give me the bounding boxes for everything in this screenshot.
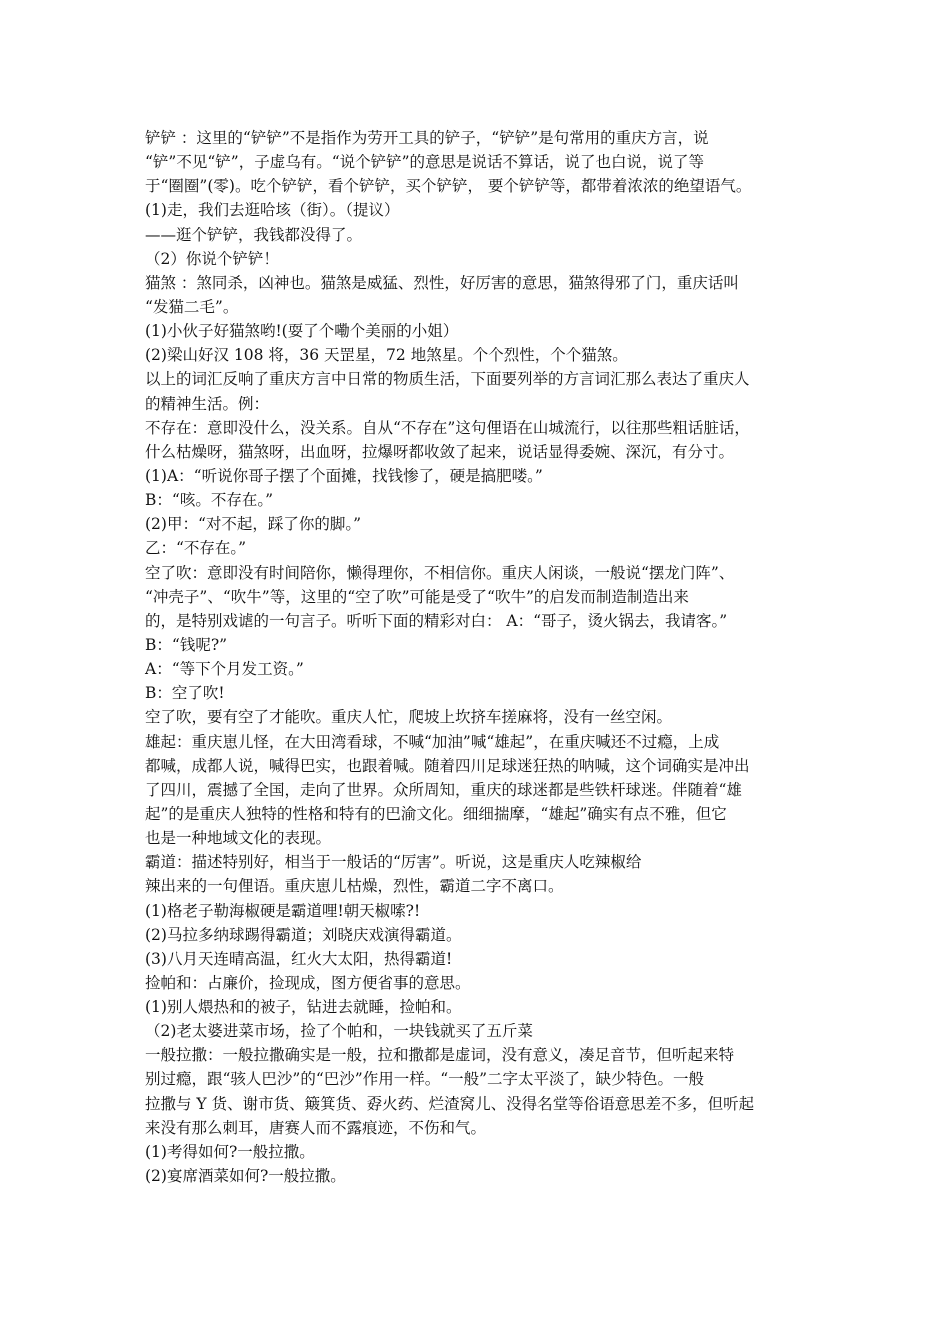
- paragraph: [145, 657, 815, 681]
- paragraph: [145, 995, 815, 1019]
- text-line: 空了吹：意即没有时间陪你，懒得理你，不相信你。重庆人闲谈，一般说“摆龙门阵”、: [145, 563, 735, 582]
- text-line: (3)八月天连晴高温，红火大太阳，热得霸道!: [145, 949, 453, 968]
- paragraph: [145, 730, 815, 851]
- text-line: 辣出来的一句俚语。重庆崽儿枯燥，烈性，霸道二字不离口。: [145, 877, 564, 896]
- paragraph: [145, 899, 815, 923]
- paragraph: [145, 1140, 815, 1164]
- paragraph: [145, 416, 815, 464]
- text-line: 来没有那么刺耳，唐赛人而不露痕迹，不伤和气。: [145, 1118, 487, 1137]
- text-line: 别过瘾，跟“骇人巴沙”的“巴沙”作用一样。“一般”二字太平淡了，缺少特色。一般: [145, 1070, 705, 1089]
- text-line: “发猫二毛”。: [145, 297, 239, 316]
- paragraph: [145, 464, 815, 488]
- document-body: [145, 126, 815, 1188]
- paragraph: [145, 488, 815, 512]
- text-line: 捡帕和：占廉价，捡现成，图方便省事的意思。: [145, 973, 471, 992]
- paragraph: [145, 1164, 815, 1188]
- text-line: (1)别人煨热和的被子，钻进去就睡，捡帕和。: [145, 998, 462, 1017]
- paragraph: [145, 923, 815, 947]
- text-line: 一般拉撒：一般拉撒确实是一般，拉和撒都是虚词，没有意义，凑足音节，但听起来特: [145, 1046, 735, 1065]
- paragraph: [145, 681, 815, 705]
- paragraph: [145, 367, 815, 415]
- text-line: “冲壳子”、“吹牛”等，这里的“空了吹”可能是受了“吹牛”的启发而制造制造出来: [145, 587, 689, 606]
- text-line: 拉撒与 Y 货、谢市货、簸箕货、孬火药、烂渣窝儿、没得名堂等俗语意思差不多，但听起: [145, 1094, 755, 1113]
- paragraph: [145, 536, 815, 560]
- text-line: 雄起：重庆崽儿怪，在大田湾看球，不喊“加油”喊“雄起”，在重庆喊还不过瘾，上成: [145, 732, 720, 751]
- text-line: 都喊，成都人说，喊得巴实，也跟着喊。随着四川足球迷狂热的呐喊，这个词确实是冲出: [145, 756, 750, 775]
- text-line: (1)格老子勒海椒硬是霸道哩!朝天椒嗦?!: [145, 901, 421, 920]
- text-line: (2)梁山好汉 108 将，36 天罡星，72 地煞星。个个烈性，个个猫煞。: [145, 346, 628, 365]
- text-line: B：“钱呢?”: [145, 635, 228, 654]
- text-line: B：“咳。不存在。”: [145, 491, 273, 510]
- text-line: (1)走，我们去逛哈垓（街）。（提议）: [145, 201, 400, 220]
- paragraph: [145, 705, 815, 729]
- paragraph: [145, 874, 815, 898]
- text-line: (1)小伙子好猫煞哟!(耍了个嘞个美丽的小姐）: [145, 322, 459, 341]
- paragraph: [145, 198, 815, 222]
- text-line: 于“圈圈”(零)。吃个铲铲，看个铲铲，买个铲铲， 要个铲铲等，都带着浓浓的绝望语气。: [145, 177, 752, 196]
- paragraph: [145, 247, 815, 271]
- paragraph: [145, 343, 815, 367]
- paragraph: [145, 947, 815, 971]
- text-line: 乙：“不存在。”: [145, 539, 247, 558]
- text-line: 的，是特别戏谑的一句言子。听听下面的精彩对白： A：“哥子，烫火锅去，我请客。”: [145, 611, 728, 630]
- text-line: (2)宴席酒菜如何?一般拉撒。: [145, 1167, 346, 1186]
- text-line: （2)老太婆进菜市场，捡了个帕和，一块钱就买了五斤菜: [145, 1022, 533, 1041]
- paragraph: [145, 1019, 815, 1043]
- paragraph: [145, 633, 815, 657]
- text-line: (2)甲：“对不起，踩了你的脚。”: [145, 515, 362, 534]
- text-line: 起”的是重庆人独特的性格和特有的巴渝文化。细细揣摩，“雄起”确实有点不雅，但它: [145, 804, 727, 823]
- text-line: B：空了吹!: [145, 684, 225, 703]
- text-line: A：“等下个月发工资。”: [145, 660, 304, 679]
- paragraph: [145, 850, 815, 874]
- text-line: (2)马拉多纳球踢得霸道；刘晓庆戏演得霸道。: [145, 925, 462, 944]
- text-line: 也是一种地域文化的表现。: [145, 829, 332, 848]
- paragraph: [145, 271, 815, 319]
- paragraph: [145, 126, 815, 198]
- text-line: 不存在：意即没什么，没关系。自从“不存在”这句俚语在山城流行，以往那些粗话脏话，: [145, 418, 750, 437]
- text-line: ——逛个铲铲，我钱都没得了。: [145, 225, 363, 244]
- text-line: 空了吹，要有空了才能吹。重庆人忙，爬坡上坎挤车搓麻将，没有一丝空闲。: [145, 708, 673, 727]
- text-line: 什么枯燥呀，猫煞呀，出血呀，拉爆呀都收敛了起来，说话显得委婉、深沉，有分寸。: [145, 442, 735, 461]
- paragraph: [145, 971, 815, 995]
- text-line: 了四川，震撼了全国，走向了世界。众所周知，重庆的球迷都是些铁杆球迷。伴随着“雄: [145, 780, 742, 799]
- paragraph: [145, 561, 815, 633]
- paragraph: [145, 1043, 815, 1140]
- text-line: 以上的词汇反响了重庆方言中日常的物质生活，下面要列举的方言词汇那么表达了重庆人: [145, 370, 750, 389]
- paragraph: [145, 319, 815, 343]
- text-line: (1)A：“听说你哥子摆了个面摊，找钱惨了，硬是搞肥喽。”: [145, 466, 543, 485]
- text-line: 猫煞 ：煞同杀，凶神也。猫煞是威猛、烈性，好厉害的意思，猫煞得邪了门，重庆话叫: [145, 273, 739, 292]
- text-line: 铲铲 ：这里的“铲铲”不是指作为劳开工具的铲子，“铲铲”是句常用的重庆方言，说: [145, 129, 709, 147]
- text-line: (1)考得如何?一般拉撒。: [145, 1142, 315, 1161]
- text-line: “铲”不见“铲”，子虚乌有。“说个铲铲”的意思是说话不算话，说了也白说，说了等: [145, 153, 705, 172]
- paragraph: [145, 512, 815, 536]
- text-line: （2）你说个铲铲！: [145, 249, 279, 268]
- paragraph: [145, 223, 815, 247]
- text-line: 的精神生活。例：: [145, 394, 270, 413]
- text-line: 霸道：描述特别好，相当于一般话的“厉害”。听说，这是重庆人吃辣椒给: [145, 853, 642, 872]
